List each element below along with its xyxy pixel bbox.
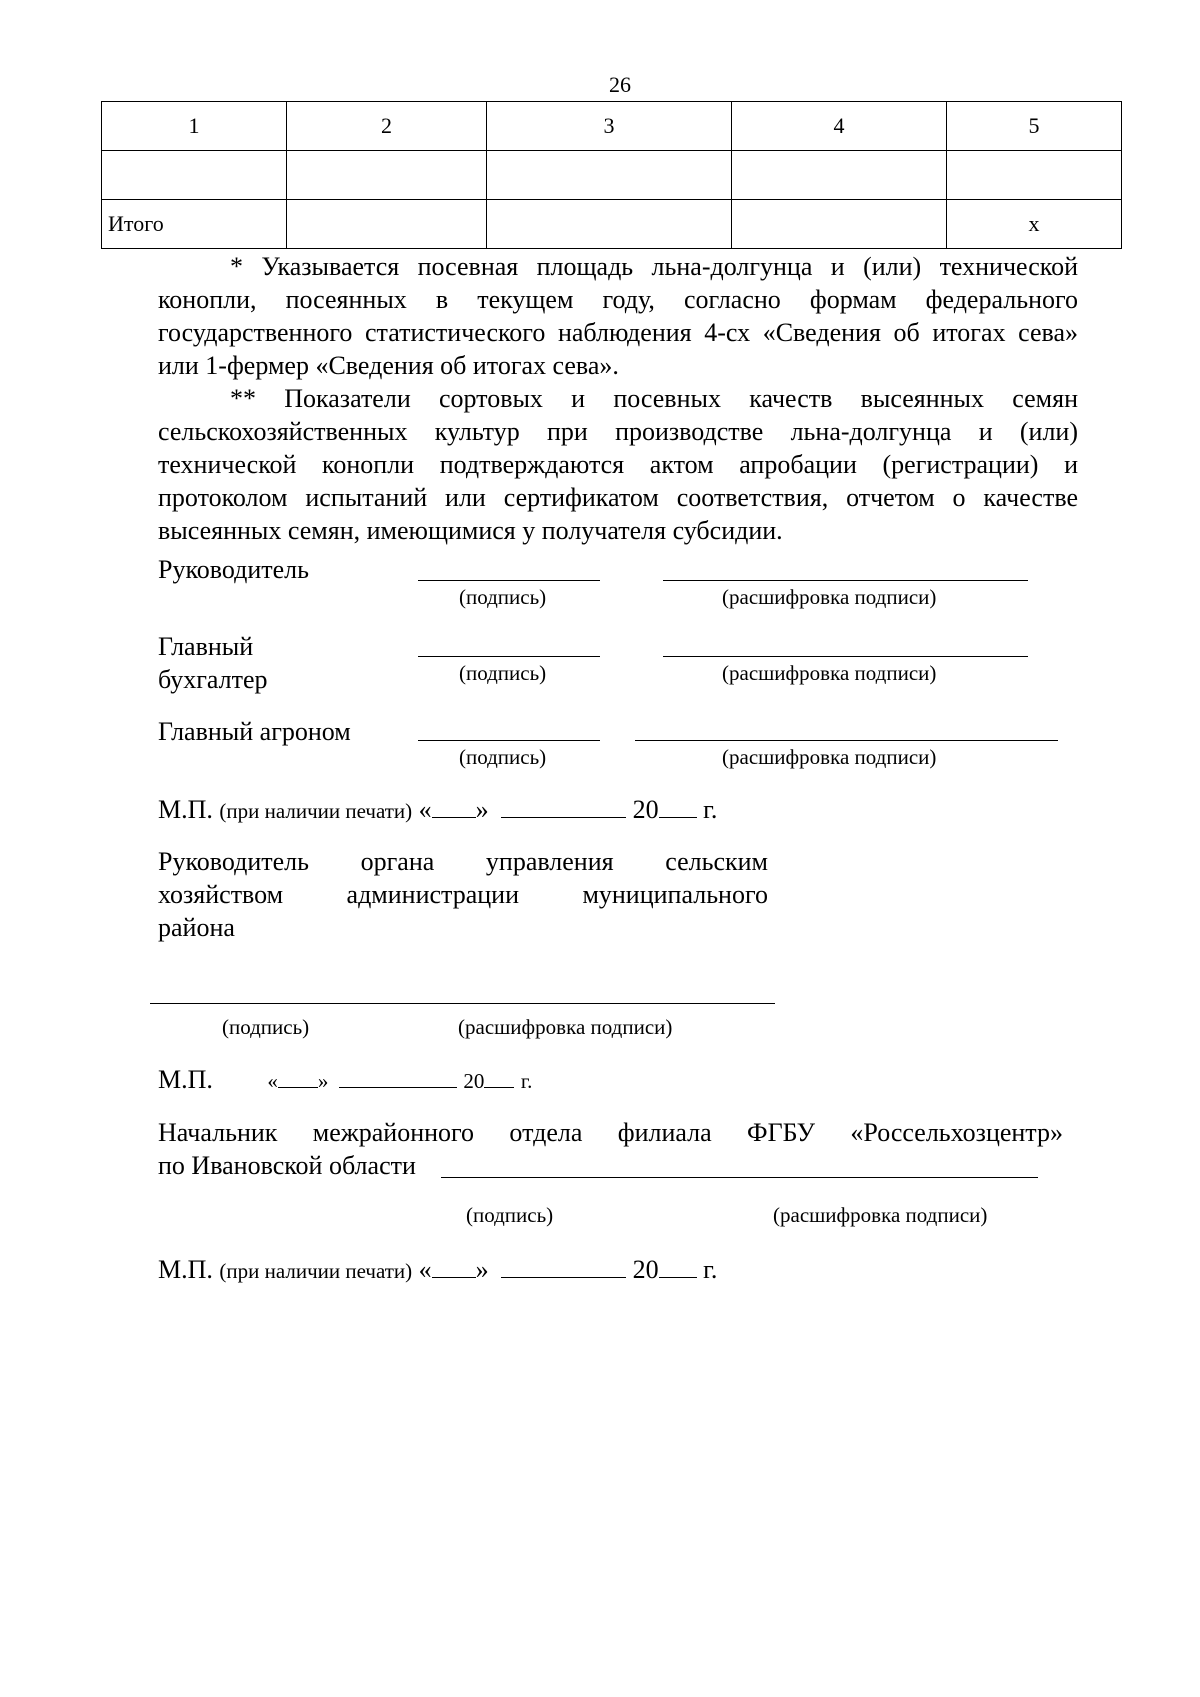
- data-table: [101, 101, 1122, 249]
- district-decode-caption: (расшифровка подписи): [458, 1015, 673, 1039]
- head-label: Руководитель: [158, 555, 309, 584]
- open-quote: «: [267, 1069, 278, 1093]
- day-blank: [432, 793, 476, 818]
- table-cell: [287, 151, 487, 200]
- head-signature-line: [418, 580, 600, 581]
- year-blank: [659, 1253, 697, 1278]
- stamp-label: М.П.: [158, 1065, 213, 1094]
- table-total-mark: х: [947, 200, 1122, 249]
- footnotes: [158, 250, 1078, 547]
- table-cell: [732, 200, 947, 249]
- year-blank: [659, 793, 697, 818]
- stamp-note: (при наличии печати): [219, 799, 413, 823]
- agronomist-signature-line: [418, 740, 600, 741]
- stamp-date-line-3: [158, 1253, 717, 1285]
- head-signature-caption: (подпись): [459, 585, 547, 609]
- table-header-cell: 5: [947, 102, 1122, 151]
- year-suffix: г.: [520, 1069, 533, 1093]
- accountant-decode-caption: (расшифровка подписи): [722, 661, 937, 685]
- open-quote: «: [418, 795, 432, 824]
- month-blank: [339, 1067, 457, 1088]
- month-blank: [501, 1253, 626, 1278]
- month-blank: [501, 793, 626, 818]
- page-number: 26: [609, 72, 631, 97]
- table-row: [102, 151, 1122, 200]
- branch-head-line1: Начальник межрайонного отдела филиала ФГБУ «Россельхозцентр»: [158, 1118, 1063, 1147]
- district-head-line2: хозяйством администрации муниципального: [158, 880, 768, 909]
- year-prefix: 20: [463, 1069, 485, 1093]
- table-cell: [287, 200, 487, 249]
- year-suffix: г.: [703, 795, 718, 824]
- accountant-decode-line: [663, 656, 1028, 657]
- stamp-date-line-2: [158, 1065, 532, 1095]
- table-header-row: [102, 102, 1122, 151]
- table-total-row: [102, 200, 1122, 249]
- branch-decode-caption: (расшифровка подписи): [773, 1203, 988, 1227]
- head-decode-caption: (расшифровка подписи): [722, 585, 937, 609]
- year-suffix: г.: [703, 1255, 718, 1284]
- district-signature-caption: (подпись): [222, 1015, 310, 1039]
- agronomist-decode-caption: (расшифровка подписи): [722, 745, 937, 769]
- table-cell: [487, 200, 732, 249]
- table-header-cell: 1: [102, 102, 287, 151]
- year-blank: [484, 1067, 514, 1088]
- day-blank: [278, 1067, 318, 1088]
- district-head-line1: Руководитель органа управления сельским: [158, 847, 768, 876]
- agronomist-signature-caption: (подпись): [459, 745, 547, 769]
- close-quote: »: [475, 1255, 489, 1284]
- branch-signature-caption: (подпись): [466, 1203, 554, 1227]
- open-quote: «: [418, 1255, 432, 1284]
- table-header-cell: 2: [287, 102, 487, 151]
- table-cell: [102, 151, 287, 200]
- stamp-note: (при наличии печати): [219, 1259, 413, 1283]
- year-prefix: 20: [632, 795, 659, 824]
- accountant-signature-line: [418, 656, 600, 657]
- close-quote: »: [317, 1069, 329, 1093]
- table-cell: [732, 151, 947, 200]
- accountant-signature-caption: (подпись): [459, 661, 547, 685]
- stamp-label: М.П.: [158, 795, 213, 824]
- footnote-1: * Указывается посевная площадь льна-долгунца и (или) технической конопли, посеянных в текущем году, согласно формам федерального государственного статистического наблюдения 4-сх «Сведения об итогах сева» или 1-фермер «Сведения об итогах сева».: [158, 252, 1078, 380]
- agronomist-decode-line: [635, 740, 1058, 741]
- district-head-line3: района: [158, 913, 235, 942]
- table-header-cell: 4: [732, 102, 947, 151]
- stamp-label: М.П.: [158, 1255, 213, 1284]
- table-cell: [947, 151, 1122, 200]
- year-prefix: 20: [632, 1255, 659, 1284]
- head-decode-line: [663, 580, 1028, 581]
- stamp-date-line-1: [158, 793, 717, 825]
- accountant-label-line2: бухгалтер: [158, 665, 268, 694]
- table-header-cell: 3: [487, 102, 732, 151]
- close-quote: »: [475, 795, 489, 824]
- footnote-2: ** Показатели сортовых и посевных качеств высеянных семян сельскохозяйственных культур при производстве льна-долгунца и (или) технической конопли подтверждаются актом апробации (регистрации) и протоколом испытаний или сертификатом соответствия, отчетом о качестве высеянных семян, имеющимися у получателя субсидии.: [158, 384, 1078, 545]
- table-total-label: Итого: [102, 200, 287, 249]
- district-signature-line: [150, 1003, 775, 1004]
- day-blank: [432, 1253, 476, 1278]
- agronomist-label: Главный агроном: [158, 717, 351, 746]
- branch-head-line2: по Ивановской области: [158, 1151, 416, 1180]
- branch-signature-line: [441, 1177, 1038, 1178]
- accountant-label-line1: Главный: [158, 632, 254, 661]
- table-cell: [487, 151, 732, 200]
